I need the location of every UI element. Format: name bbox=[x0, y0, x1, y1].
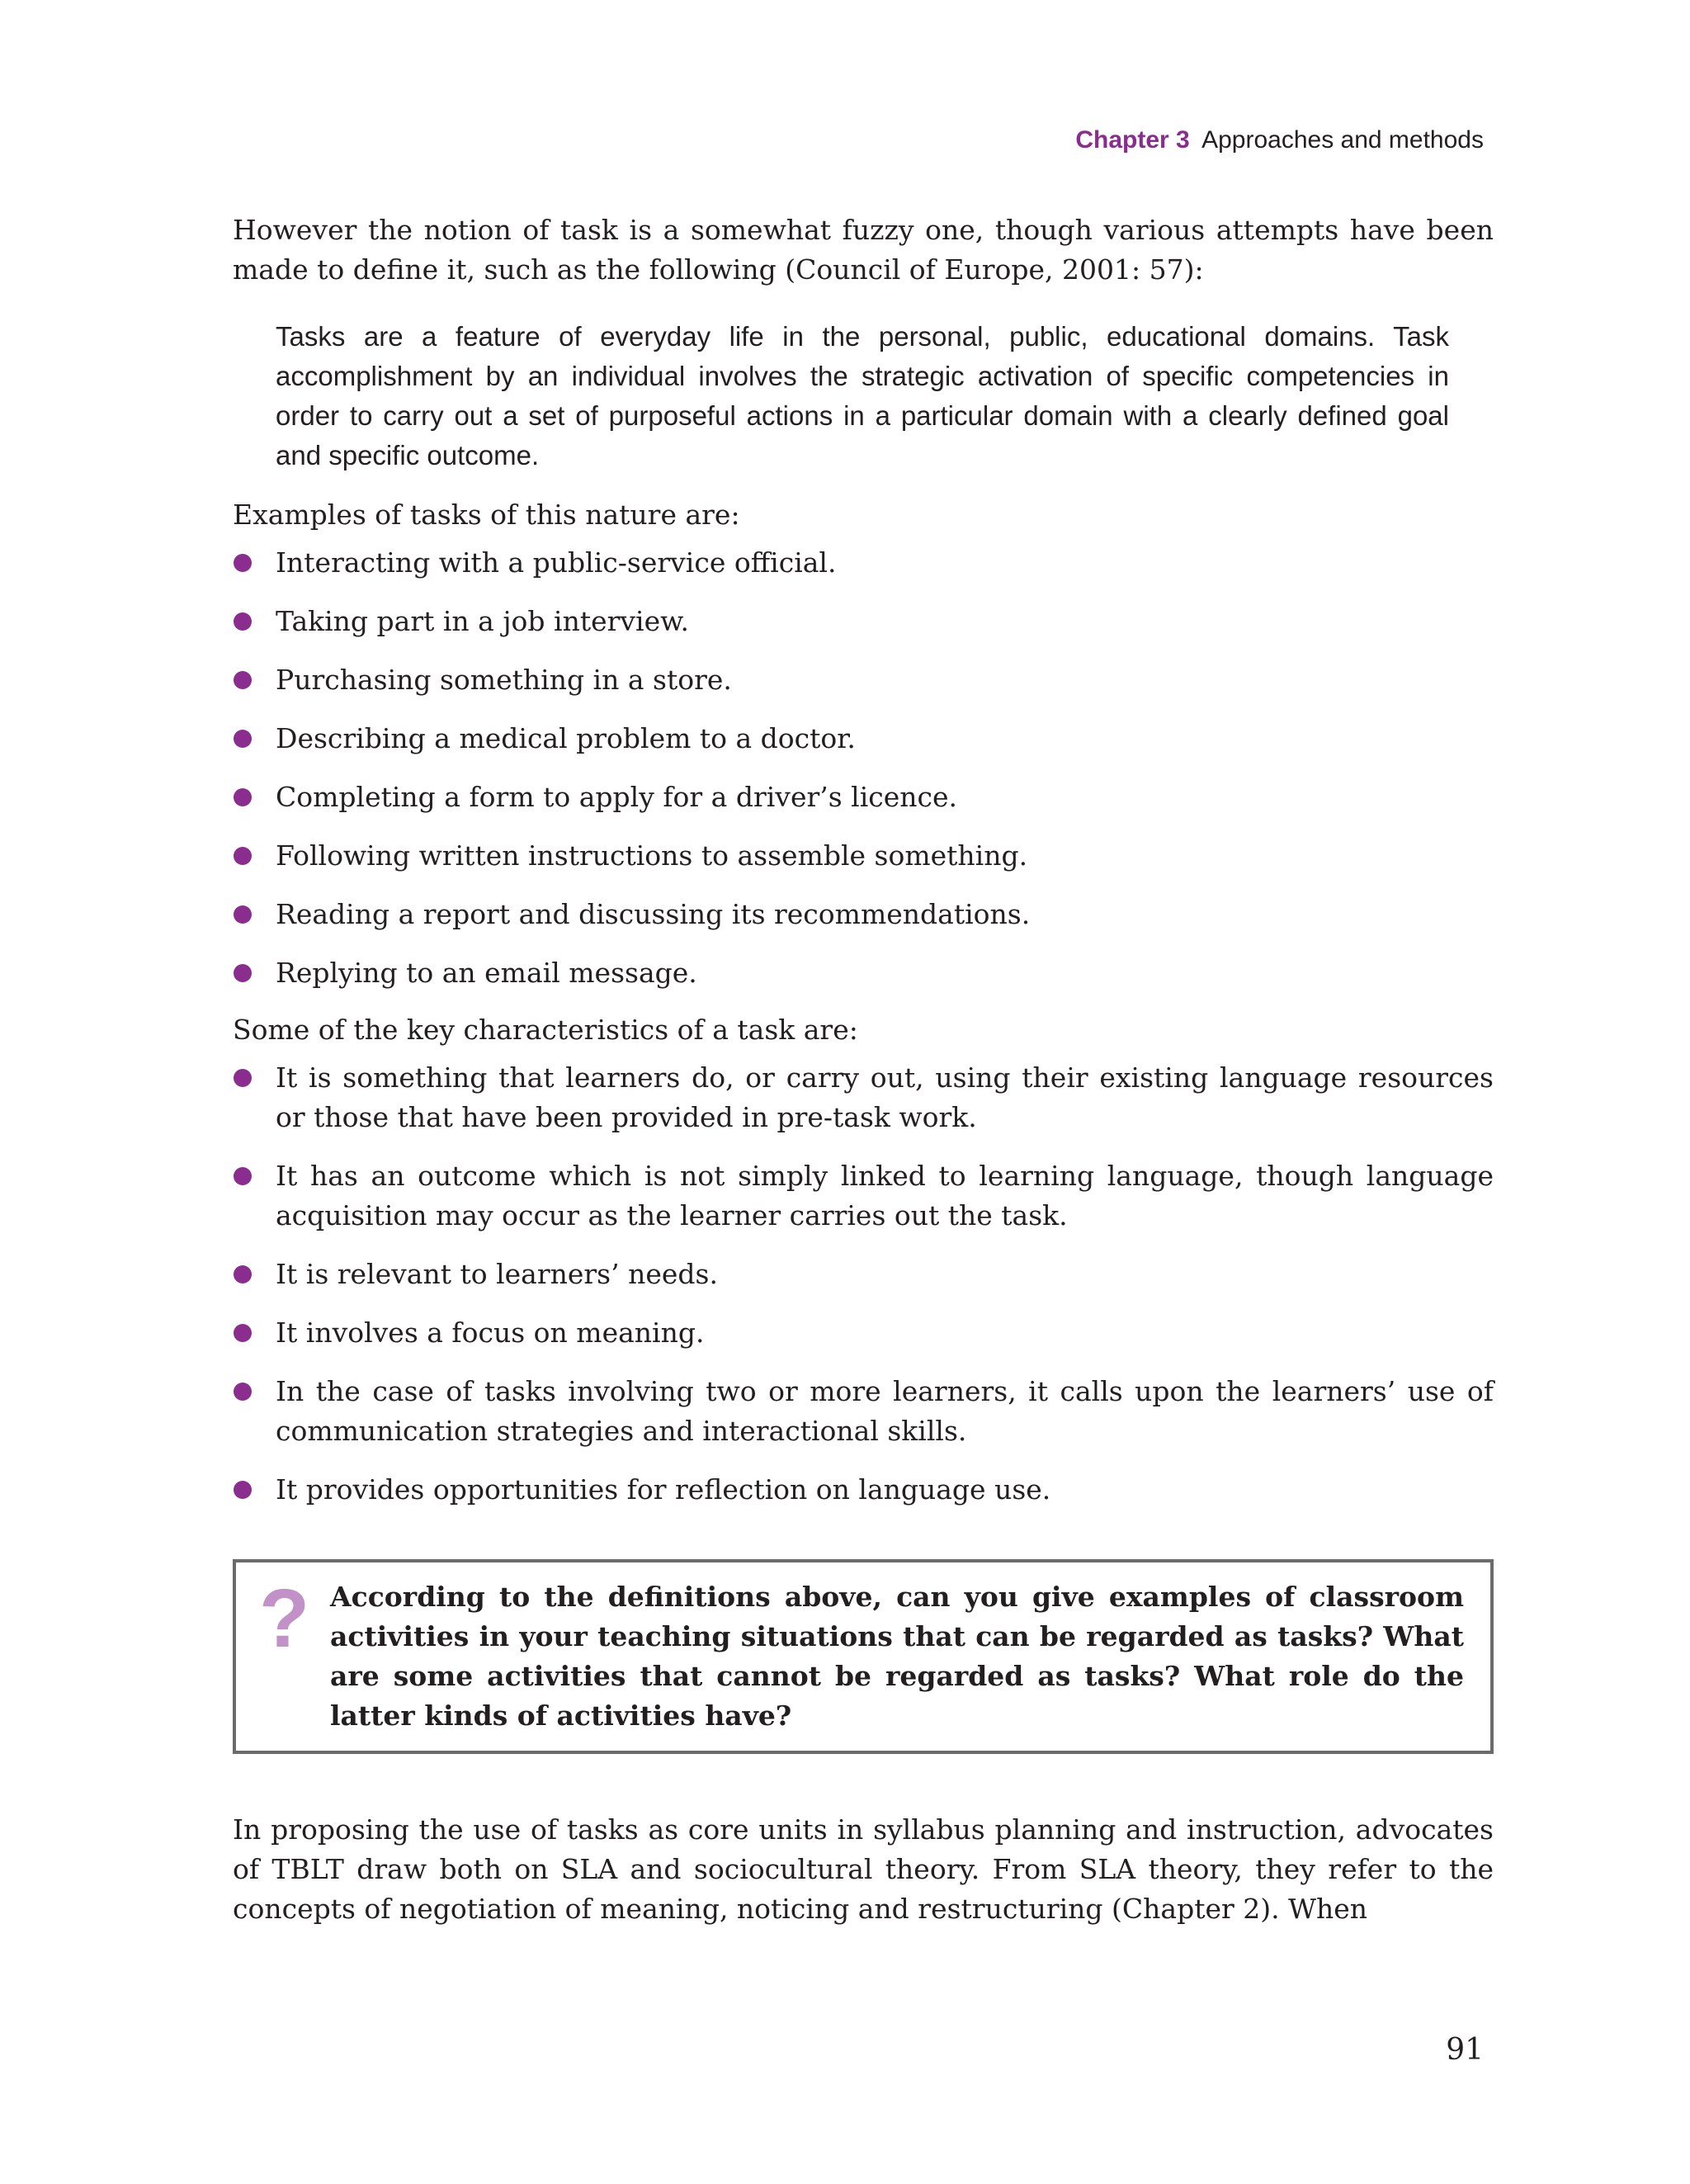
list-item-text: Reading a report and discussing its recommendations. bbox=[276, 898, 1031, 930]
list-item-text: It provides opportunities for reflection on language use. bbox=[276, 1473, 1051, 1506]
list-item bbox=[233, 543, 1494, 583]
bullet-icon bbox=[234, 964, 252, 982]
bullet-icon bbox=[234, 1167, 252, 1185]
list-item bbox=[233, 836, 1494, 876]
bullet-icon bbox=[234, 847, 252, 865]
list-item-text: Following written instructions to assemble something. bbox=[276, 839, 1028, 872]
bullet-icon bbox=[234, 554, 252, 572]
chapter-title: Approaches and methods bbox=[1201, 126, 1484, 154]
list-item bbox=[233, 1058, 1494, 1137]
examples-list bbox=[233, 543, 1494, 993]
bullet-icon bbox=[234, 730, 252, 748]
body-text bbox=[233, 210, 1494, 1929]
list-item bbox=[233, 778, 1494, 817]
bullet-icon bbox=[234, 1383, 252, 1401]
list-item-text: It has an outcome which is not simply linked to learning language, though language acquisition may occur as the learner carries out the task. bbox=[276, 1160, 1494, 1231]
characteristics-lead: Some of the key characteristics of a task are: bbox=[233, 1014, 858, 1046]
running-head bbox=[1075, 124, 1484, 157]
reflection-question-box bbox=[233, 1559, 1494, 1754]
reflection-question-text: According to the definitions above, can you give examples of classroom activities in your teaching situations that can be regarded as tasks? What are some activities that cannot be regarded as tasks? What role do the latter kinds of activities have? bbox=[330, 1581, 1464, 1732]
list-item-text: It involves a focus on meaning. bbox=[276, 1317, 705, 1349]
bullet-icon bbox=[234, 1324, 252, 1342]
list-item bbox=[233, 1156, 1494, 1236]
chapter-label: Chapter 3 bbox=[1075, 126, 1190, 154]
bullet-icon bbox=[234, 1069, 252, 1087]
closing-paragraph: In proposing the use of tasks as core units in syllabus planning and instruction, advocates of TBLT draw both on SLA and sociocultural theory. From SLA theory, they refer to the concepts of negotiation of meaning, noticing and restructuring (Chapter 2). When bbox=[233, 1813, 1494, 1925]
page-number: 91 bbox=[1446, 2033, 1484, 2067]
bullet-icon bbox=[234, 612, 252, 631]
bullet-icon bbox=[234, 905, 252, 924]
list-item-text: Taking part in a job interview. bbox=[276, 605, 689, 637]
list-item-text: It is relevant to learners’ needs. bbox=[276, 1258, 718, 1290]
list-item-text: Replying to an email message. bbox=[276, 957, 697, 989]
list-item bbox=[233, 1313, 1494, 1353]
list-item-text: In the case of tasks involving two or more learners, it calls upon the learners’ use of communication strategies and interactional skills. bbox=[276, 1375, 1494, 1447]
list-item bbox=[233, 1470, 1494, 1510]
question-mark-icon: ? bbox=[259, 1572, 310, 1665]
list-item bbox=[233, 602, 1494, 641]
list-item-text: Describing a medical problem to a doctor. bbox=[276, 722, 856, 754]
list-item-text: It is something that learners do, or carry out, using their existing language resources or those that have been provided in pre-task work. bbox=[276, 1061, 1494, 1133]
list-item bbox=[233, 1255, 1494, 1294]
list-item bbox=[233, 719, 1494, 759]
characteristics-list bbox=[233, 1058, 1494, 1510]
examples-lead: Examples of tasks of this nature are: bbox=[233, 499, 740, 531]
list-item bbox=[233, 895, 1494, 934]
bullet-icon bbox=[234, 1481, 252, 1499]
list-item bbox=[233, 660, 1494, 700]
intro-paragraph: However the notion of task is a somewhat fuzzy one, though various attempts have been made to define it, such as the following (Council of Europe, 2001: 57): bbox=[233, 214, 1494, 286]
bullet-icon bbox=[234, 1265, 252, 1283]
bullet-icon bbox=[234, 788, 252, 806]
list-item-text: Interacting with a public-service official. bbox=[276, 546, 837, 579]
list-item-text: Completing a form to apply for a driver’s licence. bbox=[276, 781, 958, 813]
list-item bbox=[233, 1372, 1494, 1451]
list-item bbox=[233, 953, 1494, 993]
list-item-text: Purchasing something in a store. bbox=[276, 664, 732, 696]
block-quote: Tasks are a feature of everyday life in the personal, public, educational domains. Task accomplishment by an individual involves the strategic activation of specific competencies in order to carry out a set of purposeful actions in a particular domain with a clearly defined goal and specific outcome. bbox=[276, 321, 1449, 470]
bullet-icon bbox=[234, 671, 252, 689]
